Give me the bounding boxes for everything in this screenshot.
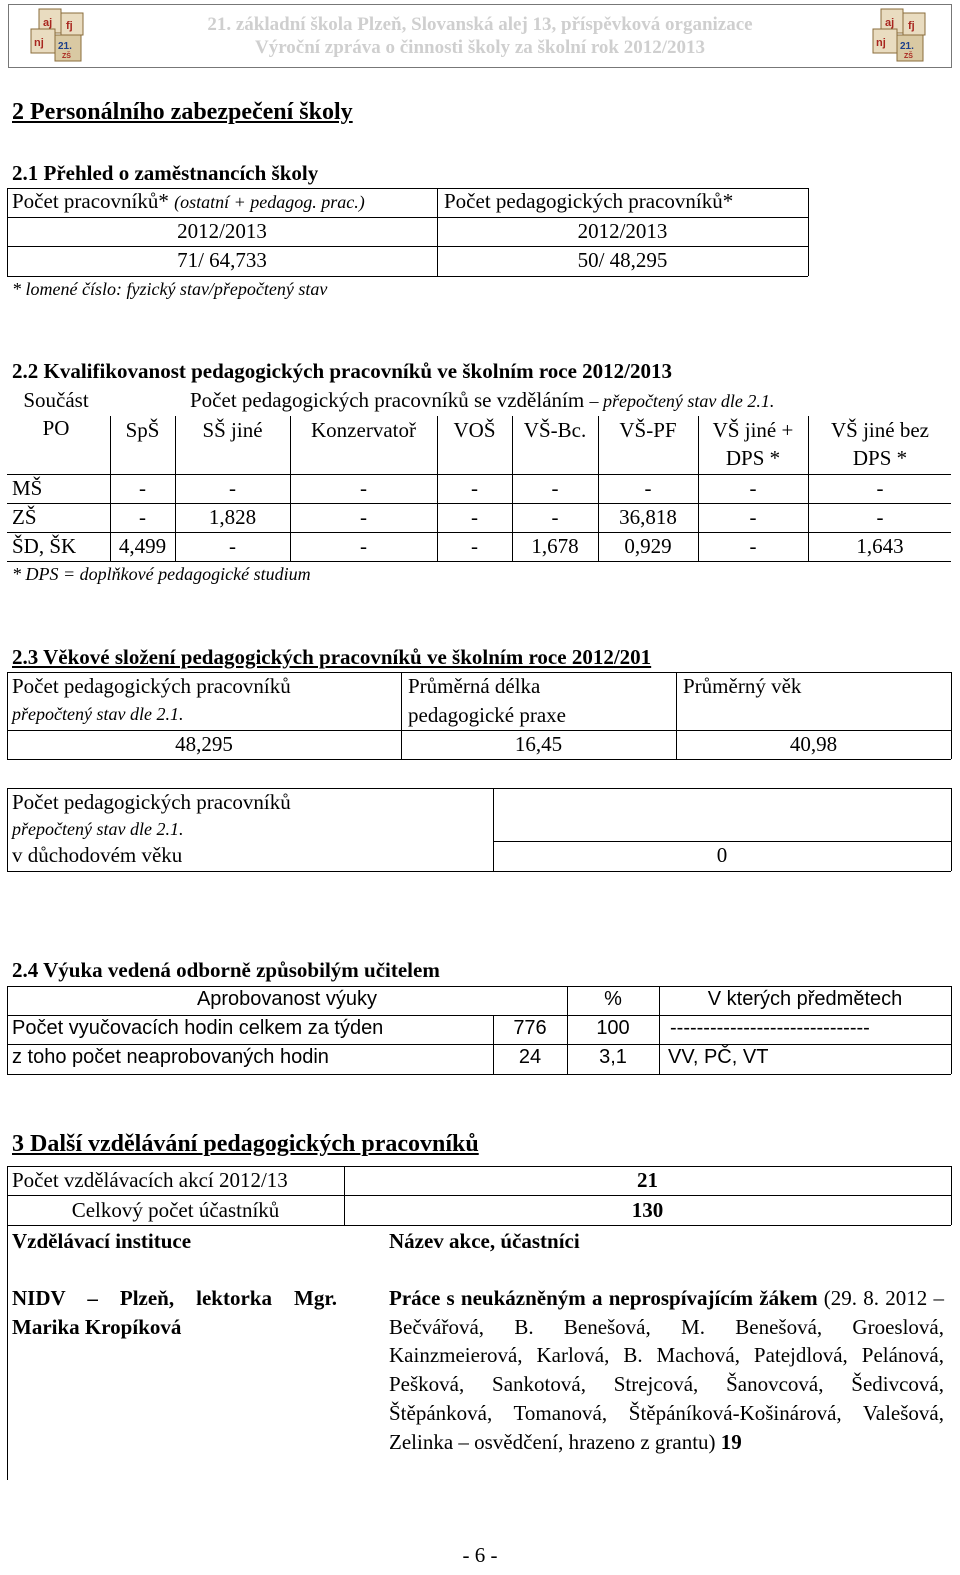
institution-name: NIDV – Plzeň, lektorka Mgr. Marika Kropíková <box>12 1286 337 1339</box>
cell: - <box>360 476 367 500</box>
row-label: ZŠ <box>12 505 37 529</box>
school-logo-left <box>29 7 89 65</box>
header-line-1: 21. základní škola Plzeň, Slovanská alej 13, příspěvková organizace <box>207 14 753 35</box>
cell: - <box>551 505 559 529</box>
col-header: DPS * <box>725 446 781 470</box>
retirement-value: 0 <box>716 843 728 867</box>
col-header: VŠ-PF <box>619 418 677 442</box>
cell: - <box>360 505 367 529</box>
cell: 100 <box>596 1017 630 1039</box>
action-header: Název akce, účastníci <box>389 1229 580 1253</box>
percent-header: % <box>604 988 622 1010</box>
approbation-header: Aprobovanost výuky <box>196 988 378 1010</box>
cell: - <box>876 505 884 529</box>
header-text <box>89 13 871 59</box>
page-title: 2 Personálního zabezpečení školy <box>12 99 353 125</box>
row-label: MŠ <box>12 476 43 500</box>
retirement-label-2: v důchodovém věku <box>12 843 183 867</box>
cell: - <box>471 505 478 529</box>
svg-text:fj: fj <box>908 20 915 32</box>
retirement-note: přepočtený stav dle 2.1. <box>12 819 184 839</box>
svg-text:ZŠ: ZŠ <box>62 53 71 60</box>
cell: 24 <box>518 1046 542 1068</box>
cell: - <box>360 534 367 558</box>
cell: - <box>876 476 884 500</box>
cell: 1,678 <box>531 534 579 558</box>
avg-age-value: 40,98 <box>789 732 838 756</box>
age-header-note: přepočtený stav dle 2.1. <box>12 704 184 724</box>
year-cell: 2012/2013 <box>177 219 267 243</box>
col-header-po: PO <box>42 416 70 440</box>
cell: - <box>139 476 146 500</box>
age-header-age: Průměrný věk <box>683 674 802 698</box>
cell: - <box>749 505 757 529</box>
col-header: VOŠ <box>453 418 496 442</box>
svg-text:ZŠ: ZŠ <box>904 53 913 60</box>
employees-header: Počet pracovníků* (ostatní + pedagog. prac.) <box>12 189 365 213</box>
age-header-practice-2: pedagogické praxe <box>408 703 567 727</box>
cell: - <box>139 505 146 529</box>
age-header-count: Počet pedagogických pracovníků <box>12 674 291 698</box>
svg-text:aj: aj <box>885 17 895 29</box>
footnote-2-1: * lomené číslo: fyzický stav/přepočtený stav <box>12 279 328 299</box>
cell: - <box>471 476 478 500</box>
cell: 3,1 <box>599 1046 627 1068</box>
cell: VV, PČ, VT <box>668 1046 769 1068</box>
cell: - <box>749 534 757 558</box>
subjects-header: V kterých předmětech <box>707 988 903 1010</box>
cell: 0,929 <box>624 534 672 558</box>
year-cell: 2012/2013 <box>577 219 668 243</box>
ped-employees-value: 50/ 48,295 <box>577 248 668 272</box>
cell: 1,828 <box>208 505 257 529</box>
ped-employees-header: Počet pedagogických pracovníků* <box>444 189 734 213</box>
section-2-2-heading: 2.2 Kvalifikovanost pedagogických pracovníků ve školním roce 2012/2013 <box>12 359 672 383</box>
row-label: z toho počet neaprobovaných hodin <box>12 1046 329 1068</box>
practice-value: 16,45 <box>514 732 563 756</box>
age-value: 48,295 <box>175 732 233 756</box>
cell: - <box>749 476 757 500</box>
col-header: DPS * <box>852 446 908 470</box>
cell: 4,499 <box>118 534 167 558</box>
cell: 1,643 <box>856 534 904 558</box>
cell: ------------------------------ <box>670 1017 870 1039</box>
section-2-4-heading: 2.4 Výuka vedená odborně způsobilým učitelem <box>12 958 440 982</box>
col-header: VŠ jiné bez <box>831 418 929 442</box>
svg-text:21.: 21. <box>900 41 914 52</box>
events-label: Počet vzdělávacích akcí 2012/13 <box>12 1168 288 1192</box>
section-2-3-heading: 2.3 Věkové složení pedagogických pracovníků ve školním roce 2012/201 <box>12 645 652 669</box>
col-header: Konzervatoř <box>311 418 416 442</box>
cell: - <box>551 476 559 500</box>
institution-header: Vzdělávací instituce <box>12 1229 192 1253</box>
svg-text:fj: fj <box>66 20 73 32</box>
participants-value: 130 <box>631 1198 664 1222</box>
page-number: - 6 - <box>462 1543 498 1567</box>
row-label: Počet vyučovacích hodin celkem za týden <box>12 1017 384 1039</box>
retirement-label: Počet pedagogických pracovníků <box>12 790 291 814</box>
action-description: Práce s neukázněným a neprospívajícím žákem (29. 8. 2012 – Bečvářová, B. Benešová, M. Benešová, Groeslová, Kainzmeierová, Karlová, B. Machová, Patejdlová, Pelánová, Pešková, Sankotová, Strejcová, Šanovcová, Šedivcová, Štěpánková, Tomanová, Štěpáníková-Košinárová, Valešová, Zelinka – osvědčení, hrazeno z grantu) 19 <box>389 1286 944 1454</box>
svg-text:aj: aj <box>43 17 53 29</box>
cell: 36,818 <box>619 505 677 529</box>
cell: - <box>229 534 236 558</box>
col-header: SpŠ <box>125 418 160 442</box>
col-header: SŠ jiné <box>202 418 263 442</box>
svg-text:21.: 21. <box>58 41 72 52</box>
col-header-count: Počet pedagogických pracovníků se vzděláním – přepočtený stav dle 2.1. <box>190 388 775 412</box>
age-header-practice: Průměrná délka <box>408 674 541 698</box>
cell: 776 <box>513 1017 547 1039</box>
employees-value: 71/ 64,733 <box>177 248 267 272</box>
page-header <box>8 4 952 68</box>
col-header: VŠ-Bc. <box>523 418 587 442</box>
svg-text:nj: nj <box>876 37 886 49</box>
school-logo-right <box>871 7 931 65</box>
svg-text:nj: nj <box>34 37 44 49</box>
row-label: ŠD, ŠK <box>12 534 77 558</box>
section-2-1-heading: 2.1 Přehled o zaměstnancích školy <box>12 161 319 185</box>
cell: - <box>471 534 478 558</box>
participants-label: Celkový počet účastníků <box>71 1198 280 1222</box>
footnote-2-2: * DPS = doplňkové pedagogické studium <box>12 564 311 584</box>
col-header: VŠ jiné + <box>712 418 794 442</box>
header-line-2: Výroční zpráva o činnosti školy za školní rok 2012/2013 <box>254 37 706 58</box>
cell: - <box>644 476 652 500</box>
events-value: 21 <box>637 1168 658 1192</box>
cell: - <box>229 476 236 500</box>
section-3-heading: 3 Další vzdělávání pedagogických pracovníků <box>12 1131 479 1157</box>
col-header-soucast: Součást <box>23 388 89 412</box>
